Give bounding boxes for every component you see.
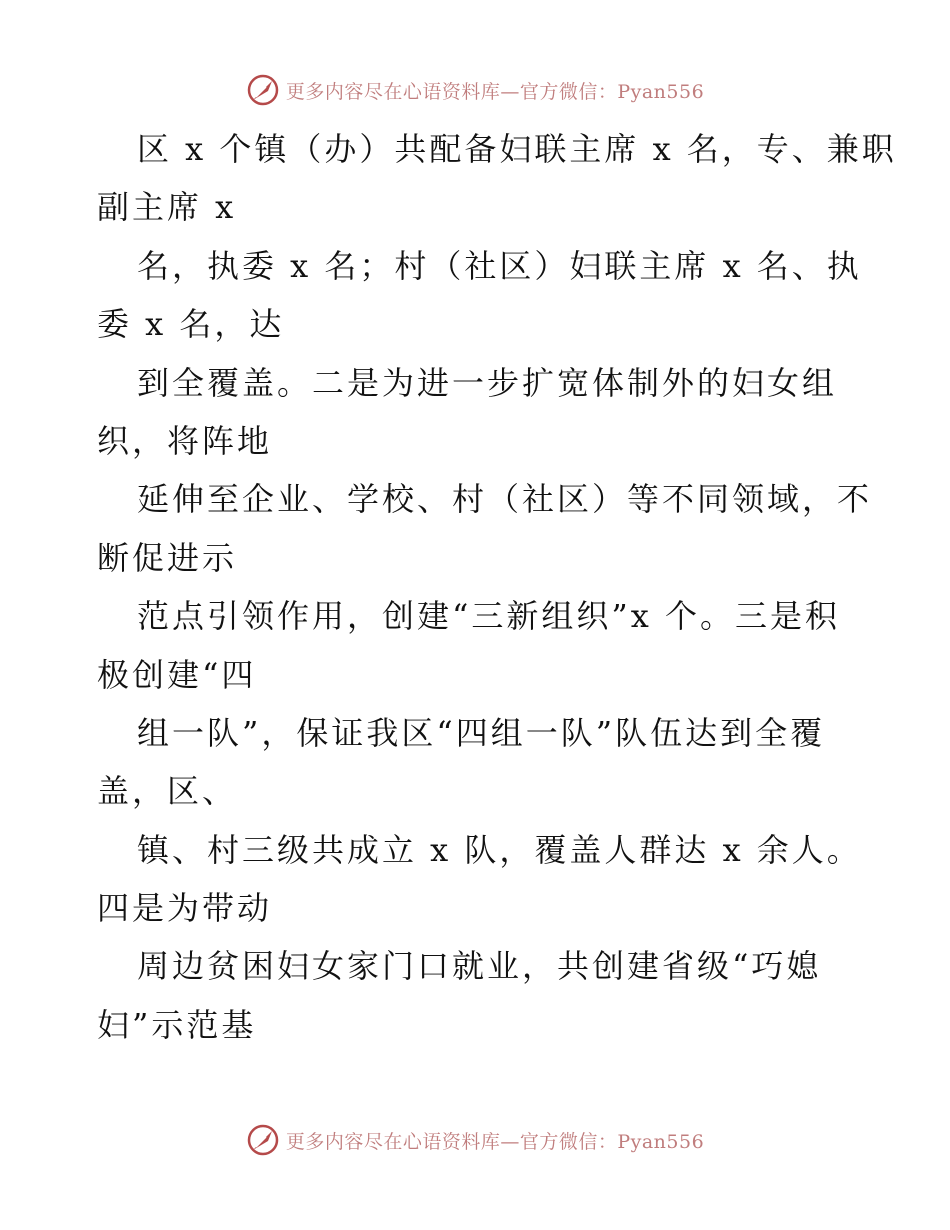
body-line-5: 到全覆盖。二是为进一步扩宽体制外的妇女组 xyxy=(137,363,838,402)
header-banner-text: 更多内容尽在心语资料库—官方微信：Pyan556 xyxy=(285,80,705,103)
body-line-8: 断促进示 xyxy=(97,538,238,577)
body-line-3: 名，执委 x 名；村（社区）妇联主席 x 名、执 xyxy=(137,246,862,285)
body-line-2: 副主席 x xyxy=(97,188,237,227)
body-line-6: 织，将阵地 xyxy=(97,421,273,460)
body-line-4: 委 x 名，达 xyxy=(97,305,285,344)
body-line-14: 四是为带动 xyxy=(97,889,273,928)
body-line-1: 区 x 个镇（办）共配备妇联主席 x 名，专、兼职 xyxy=(137,130,897,168)
body-line-15: 周边贫困妇女家门口就业，共创建省级“巧媳 xyxy=(137,947,822,986)
quill-logo-icon xyxy=(246,73,280,107)
body-line-10: 极创建“四 xyxy=(97,655,257,694)
body-line-12: 盖，区、 xyxy=(97,772,238,811)
body-line-11: 组一队”，保证我区“四组一队”队伍达到全覆 xyxy=(137,713,826,752)
footer-banner-text: 更多内容尽在心语资料库—官方微信：Pyan556 xyxy=(285,1130,705,1153)
header-banner xyxy=(0,70,950,110)
footer-banner xyxy=(0,1120,950,1160)
body-line-16: 妇”示范基 xyxy=(97,1005,257,1044)
body-line-9: 范点引领作用，创建“三新组织”x 个。三是积 xyxy=(137,597,840,636)
quill-logo-icon xyxy=(246,1123,280,1157)
document-body xyxy=(97,120,897,1054)
body-line-7: 延伸至企业、学校、村（社区）等不同领域，不 xyxy=(137,480,873,519)
body-line-13: 镇、村三级共成立 x 队，覆盖人群达 x 余人。 xyxy=(137,830,862,869)
